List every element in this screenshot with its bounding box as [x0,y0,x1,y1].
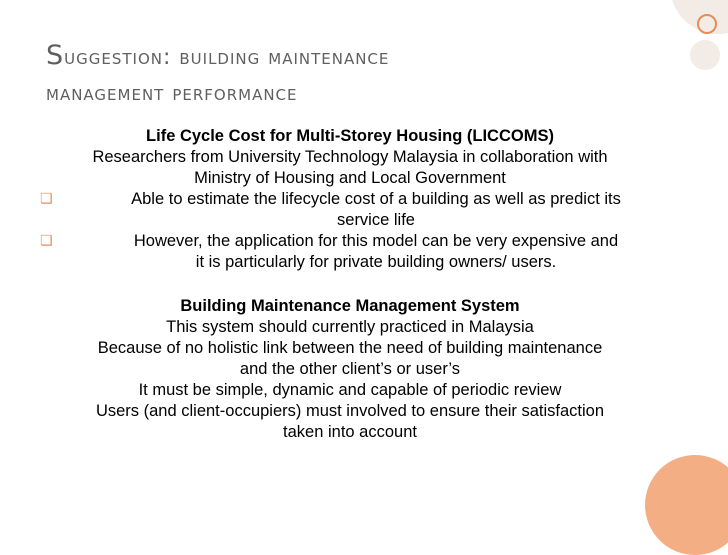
section2-line3: It must be simple, dynamic and capable of periodic review [138,381,562,399]
title-line-1 [46,38,666,76]
section1-intro-line2: Ministry of Housing and Local Government [194,169,506,187]
decor-circle-bottom [645,455,728,555]
decor-circle-outline [697,14,717,34]
section1-intro-line1: Researchers from University Technology Malaysia in collaboration with [92,148,608,166]
section2-line4 [30,401,670,443]
title-line-1-text: uggestion: building maintenance [64,45,390,70]
bullet-2-line1: However, the application for this model can be very expensive and [133,232,619,250]
hollow-square-bullet-icon: ❑ [40,191,53,207]
bullet-item-2 [30,231,670,273]
section-spacer [30,273,670,296]
section1-heading: Life Cycle Cost for Multi-Storey Housing (LICCOMS) [146,127,554,145]
bullet-1-line1: Able to estimate the lifecycle cost of a building as well as predict its [131,190,621,208]
section2-heading: Building Maintenance Management System [180,297,520,315]
bullet-item-1 [30,189,670,231]
section2-line4a: Users (and client-occupiers) must involved to ensure their satisfaction [95,402,605,420]
decor-circle-small [690,40,720,70]
section2-line2 [30,338,670,380]
bullet-2-line2: it is particularly for private building owners/ users. [195,253,557,271]
section2-line1: This system should currently practiced in Malaysia [166,318,534,336]
title-initial: S [46,40,65,71]
bullet-1-line2: service life [337,211,415,229]
section2-line2b: and the other client’s or user’s [239,360,461,378]
slide-content [30,126,670,443]
section2-line2a: Because of no holistic link between the need of building maintenance [97,339,603,357]
title-line-2: management performance [46,81,298,106]
section2-line4b: taken into account [283,423,417,441]
slide-title [46,38,666,112]
section1-intro [30,147,670,189]
hollow-square-bullet-icon: ❑ [40,233,53,249]
